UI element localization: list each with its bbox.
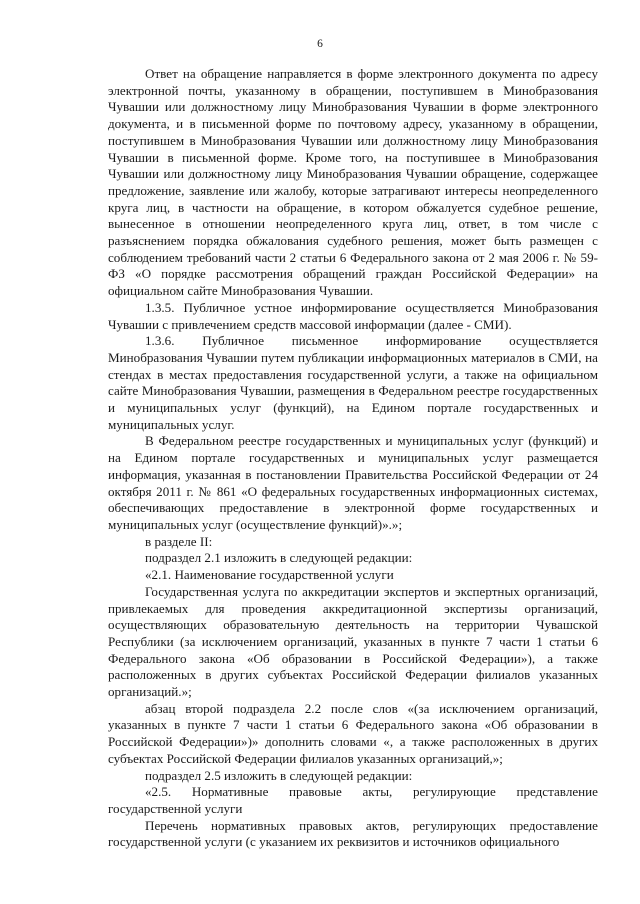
paragraph-2-1-body: Государственная услуга по аккредитации экспертов и экспертных организаций, привлекаемых для проведения аккредитационной экспертизы организаций, осуществляющих образовательную деятельность на территории Чувашской Республики (за исключением организаций, указанных в пункте 7 части 1 статьи 6 Федерального закона «Об образовании в Российской Федерации»), а также расположенных в других субъектах Российской Федерации филиалов указанных организаций.»; bbox=[108, 583, 598, 700]
document-body bbox=[108, 66, 598, 851]
paragraph-subsection-2-1-intro: подраздел 2.1 изложить в следующей редакции: bbox=[145, 550, 413, 566]
paragraph-2-5-body: Перечень нормативных правовых актов, регулирующих предоставление государственной услуги (с указанием их реквизитов и источников официального bbox=[108, 817, 598, 850]
paragraph-1-3-5: 1.3.5. Публичное устное информирование осуществляется Минобразования Чувашии с привлечением средств массовой информации (далее - СМИ). bbox=[108, 299, 598, 332]
paragraph-2-5-heading: «2.5. Нормативные правовые акты, регулирующие представление государственной услуги bbox=[108, 784, 598, 816]
paragraph-2-1-heading: «2.1. Наименование государственной услуги bbox=[145, 567, 394, 583]
page-number: 6 bbox=[317, 38, 323, 50]
paragraph-2-2-amendment: абзац второй подраздела 2.2 после слов «(за исключением организаций, указанных в пункте 7 части 1 статьи 6 Федерального закона «Об образовании в Российской Федерации»)» дополнить словами «, а также расположенных в других субъектах Российской Федерации филиалов указанных организаций,»; bbox=[108, 700, 598, 766]
paragraph-federal-registry: В Федеральном реестре государственных и муниципальных услуг (функций) и на Едином портале государственных и муниципальных услуг размещается информация, указанная в постановлении Правительства Российской Федерации от 24 октября 2011 г. № 861 «О федеральных государственных информационных системах, обеспечивающих предоставление в электронной форме государственных и муниципальных услуг (осуществление функций)».»; bbox=[108, 433, 598, 532]
paragraph-section-ii: в разделе II: bbox=[145, 533, 213, 549]
paragraph-subsection-2-5-intro: подраздел 2.5 изложить в следующей редакции: bbox=[145, 767, 413, 783]
paragraph-1-3-6: 1.3.6. Публичное письменное информирование осуществляется Минобразования Чувашии путем публикации информационных материалов в СМИ, на стендах в местах предоставления государственной услуги, а также на официальном сайте Минобразования Чувашии, размещения в Федеральном реестре государственных и муниципальных услуг (функций), на Едином портале государственных и муниципальных услуг. bbox=[108, 333, 598, 432]
paragraph-reply-form: Ответ на обращение направляется в форме электронного документа по адресу электронной почты, указанному в обращении, поступившем в Минобразования Чувашии или должностному лицу Минобразования Чувашии в форме электронного документа, и в письменной форме по почтовому адресу, указанному в обращении, поступившем в Минобразования Чувашии или должностному лицу Минобразования Чувашии в письменной форме. Кроме того, на поступившее в Минобразования Чувашии или должностному лицу Минобразования Чувашии обращение, содержащее предложение, заявление или жалобу, которые затрагивают интересы неопределенного круга лиц, в частности на обращение, в котором обжалуется судебное решение, вынесенное в отношении неопределенного круга лиц, ответ, в том числе с разъяснением порядка обжалования судебного решения, может быть размещен с соблюдением требований части 2 статьи 6 Федерального закона от 2 мая 2006 г. № 59-ФЗ «О порядке рассмотрения обращений граждан Российской Федерации» на официальном сайте Минобразования Чувашии. bbox=[108, 66, 598, 299]
